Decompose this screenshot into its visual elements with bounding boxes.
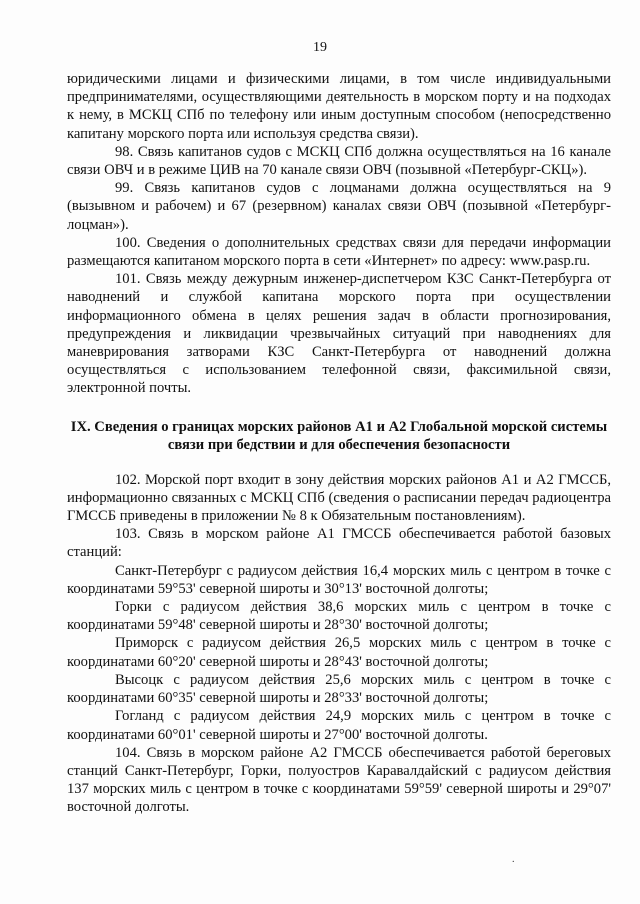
paragraph-101: 101. Связь между дежурным инженер-диспетчером КЗС Санкт-Петербурга от наводнений и службой капитана морского порта при осуществлении информационного обмена в целях решения задач в области прогнозирования, предупреждения и ликвидации чрезвычайных ситуаций при наводнениях для маневрирования затворами КЗС Санкт-Петербурга от наводнений должна осуществляться с использованием телефонной связи, факсимильной связи, электронной почты.: [67, 271, 611, 397]
station-primorsk: Приморск с радиусом действия 26,5 морских миль с центром в точке с координатами 60°20' северной широты и 28°43' восточной долготы;: [67, 635, 611, 670]
paragraph-97-continuation: юридическими лицами и физическими лицами, в том числе индивидуальными предпринимателями, осуществляющими деятельность в морском порту и на подходах к нему, в МСКЦ СПб по телефону или иным доступным способом (непосредственно капитану морского порта или используя средства связи).: [67, 71, 611, 142]
station-saint-petersburg: Санкт-Петербург с радиусом действия 16,4 морских миль с центром в точке с координатами 59°53' северной широты и 30°13' восточной долготы;: [67, 562, 611, 597]
station-gogland: Гогланд с радиусом действия 24,9 морских миль с центром в точке с координатами 60°01' северной широты и 27°00' восточной долготы.: [67, 708, 611, 743]
page-number: 19: [313, 40, 327, 55]
station-gorki: Горки с радиусом действия 38,6 морских миль с центром в точке с координатами 59°48' северной широты и 28°30' восточной долготы;: [67, 599, 611, 634]
paragraph-99: 99. Связь капитанов судов с лоцманами должна осуществляться на 9 (вызывном и рабочем) и 67 (резервном) каналах связи ОВЧ (позывной «Петербург-лоцман»).: [67, 180, 611, 233]
document-body: [67, 70, 611, 817]
paragraph-102: 102. Морской порт входит в зону действия морских районов А1 и А2 ГМССБ, информационно связанных с МСКЦ СПб (сведения о расписании передач радиоцентра ГМССБ приведены в приложении № 8 к Обязательным постановлениям).: [67, 471, 611, 525]
paragraph-98: 98. Связь капитанов судов с МСКЦ СПб должна осуществляться на 16 канале связи ОВЧ и в режиме ЦИВ на 70 канале связи ОВЧ (позывной «Петербург-СКЦ»).: [67, 143, 611, 179]
paragraph-103: 103. Связь в морском районе А1 ГМССБ обеспечивается работой базовых станций:: [67, 526, 611, 561]
paragraph-104: 104. Связь в морском районе А2 ГМССБ обеспечивается работой береговых станций Санкт-Петербург, Горки, полуостров Каравалдайский с радиусом действия 137 морских миль с центром в точке с координатами 59°59' северной широты и 29°07' восточной долготы.: [67, 744, 611, 816]
footer-mark: .: [512, 854, 515, 865]
section-heading-ix: IX. Сведения о границах морских районов А1 и А2 Глобальной морской системы связи при бедствии и для обеспечения безопасности: [70, 418, 608, 454]
paragraph-100: 100. Сведения о дополнительных средствах связи для передачи информации размещаются капитаном морского порта в сети «Интернет» по адресу: www.pasp.ru.: [67, 234, 611, 270]
station-vysotsk: Высоцк с радиусом действия 25,6 морских миль с центром в точке с координатами 60°35' северной широты и 28°33' восточной долготы;: [67, 671, 611, 707]
